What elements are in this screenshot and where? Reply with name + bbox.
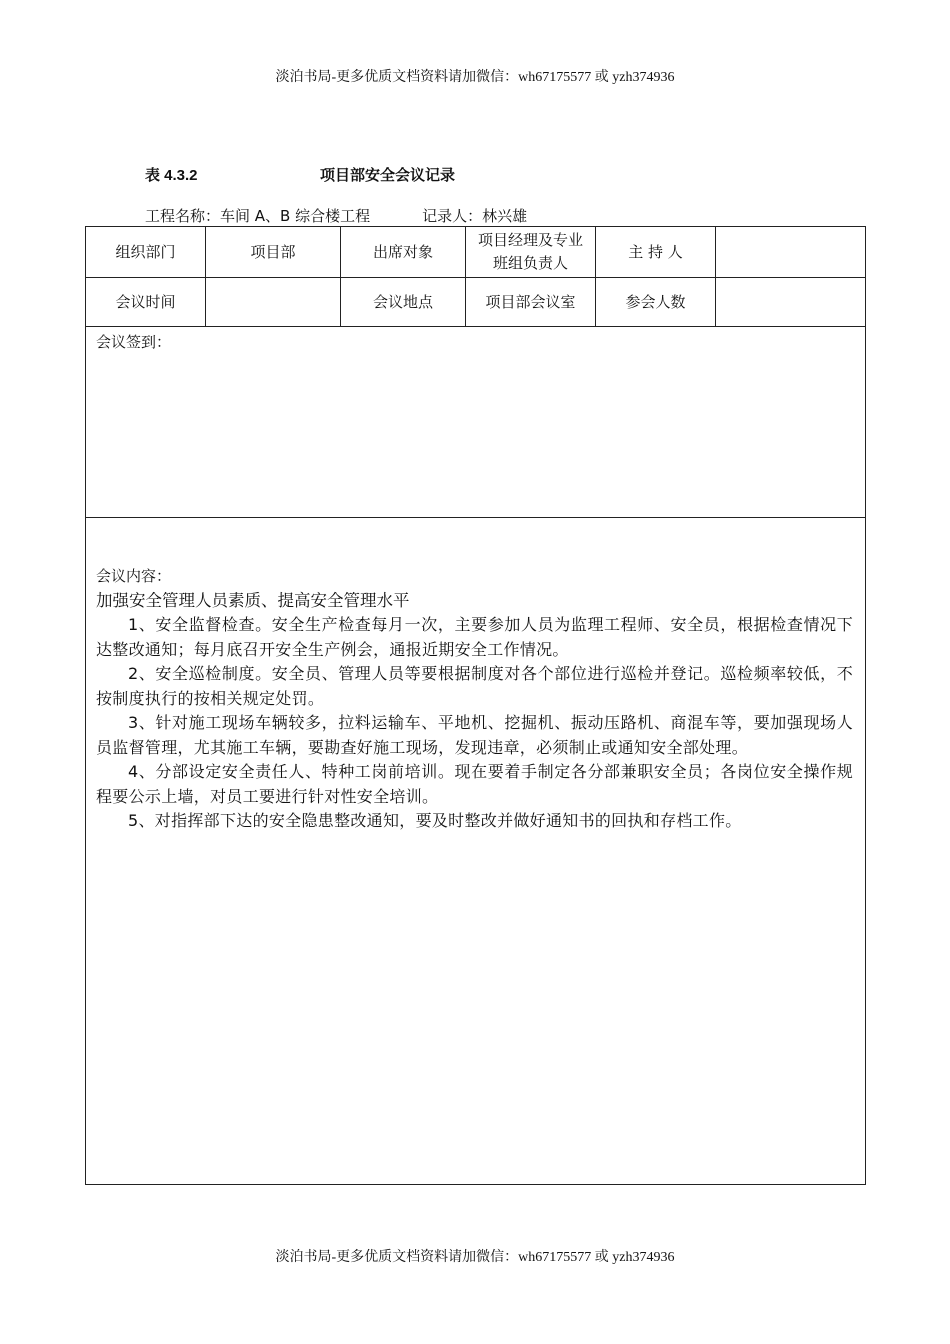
- org-dept-value: 项目部: [206, 227, 341, 278]
- attendees-value: [466, 227, 596, 278]
- org-dept-label: 组织部门: [86, 227, 206, 278]
- table-number: 表 4.3.2: [145, 167, 198, 184]
- host-value: [716, 227, 866, 278]
- document-title: 项目部安全会议记录: [320, 167, 456, 184]
- content-item-1: 1、安全监督检查。安全生产检查每月一次，主要参加人员为监理工程师、安全员，根据检查情况下达整改通知；每月底召开安全生产例会，通报近期安全工作情况。: [96, 615, 853, 659]
- table-row: [86, 327, 866, 518]
- content-item-2: 2、安全巡检制度。安全员、管理人员等要根据制度对各个部位进行巡检并登记。巡检频率较低，不按制度执行的按相关规定处罚。: [96, 664, 853, 708]
- signin-cell: [86, 327, 866, 518]
- content-item-4: 4、分部设定安全责任人、特种工岗前培训。现在要着手制定各分部兼职安全员；各岗位安全操作规程要公示上墙，对员工要进行针对性安全培训。: [96, 762, 853, 806]
- attendees-value-line1: 项目经理及专业: [477, 231, 583, 249]
- content-item-5: 5、对指挥部下达的安全隐患整改通知，要及时整改并做好通知书的回执和存档工作。: [128, 811, 742, 830]
- location-label: 会议地点: [341, 278, 466, 327]
- table-row: [86, 278, 866, 327]
- count-value: [716, 278, 866, 327]
- meeting-record-table: [85, 226, 866, 1185]
- time-value: [206, 278, 341, 327]
- location-value: 项目部会议室: [466, 278, 596, 327]
- content-heading: 加强安全管理人员素质、提高安全管理水平: [96, 590, 410, 610]
- recorder: 记录人：林兴雄: [422, 207, 528, 225]
- content-cell: [86, 518, 866, 1185]
- content-label: 会议内容：: [96, 567, 172, 585]
- project-info-line: [145, 205, 527, 226]
- attendees-label: 出席对象: [341, 227, 466, 278]
- signin-label: 会议签到：: [96, 333, 172, 351]
- footer-note: 淡泊书局-更多优质文档资料请加微信：wh67175577 或 yzh374936: [275, 1250, 675, 1265]
- attendees-value-line2: 班组负责人: [492, 254, 568, 272]
- count-label: 参会人数: [596, 278, 716, 327]
- content-item-3: 3、针对施工现场车辆较多，拉料运输车、平地机、挖掘机、振动压路机、商混车等，要加强现场人员监督管理，尤其施工车辆，要勘查好施工现场，发现违章，必须制止或通知安全部处理。: [96, 713, 853, 757]
- header-note: 淡泊书局-更多优质文档资料请加微信：wh67175577 或 yzh374936: [275, 70, 675, 85]
- table-row: [86, 518, 866, 1185]
- project-name: 工程名称：车间 A、B 综合楼工程: [145, 207, 371, 225]
- table-row: [86, 227, 866, 278]
- time-label: 会议时间: [86, 278, 206, 327]
- host-label: 主 持 人: [596, 227, 716, 278]
